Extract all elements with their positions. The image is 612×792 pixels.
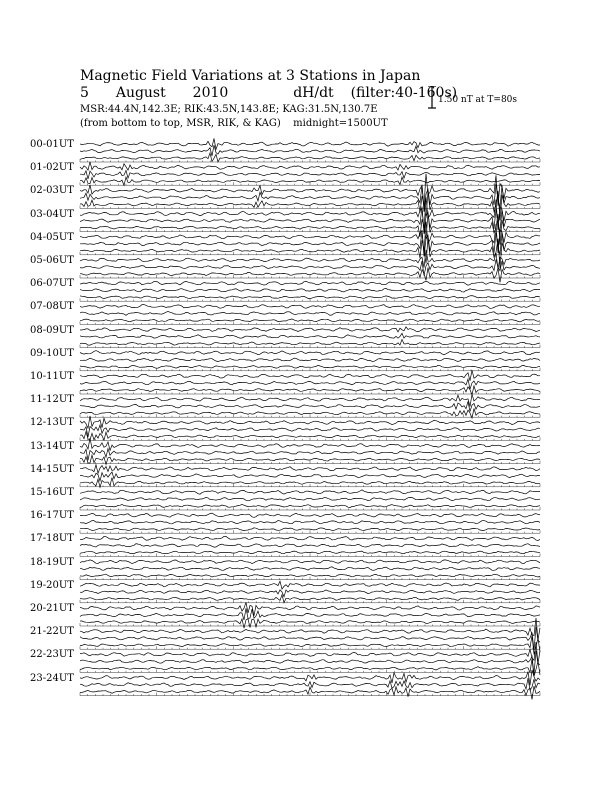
trace-MSR-22-23UT [80,659,540,677]
row-label: 19-20UT [30,579,74,591]
row-label: 02-03UT [30,185,74,197]
trace-MSR-08-09UT [80,339,540,345]
trace-RIK-10-11UT [80,379,540,389]
hour-row-20-21UT [80,602,540,628]
trace-KAG-08-09UT [80,327,540,332]
trace-RIK-16-17UT [80,521,540,524]
trace-RIK-23-24UT [80,678,540,690]
hour-row-23-24UT [80,670,540,700]
trace-MSR-18-19UT [80,574,540,577]
row-label: 05-06UT [30,255,74,266]
row-label: 01-02UT [30,162,74,174]
hour-row-00-01UT [80,139,540,163]
row-label: 13-14UT [30,440,74,452]
trace-RIK-08-09UT [80,333,540,338]
trace-KAG-16-17UT [80,513,540,517]
hour-row-16-17UT [80,513,540,533]
row-label: 23-24UT [30,672,74,684]
trace-KAG-03-04UT [80,197,540,230]
chart-title: Magnetic Field Variations at 3 Stations in Japan [80,68,421,84]
row-label: 09-10UT [30,347,74,359]
trace-KAG-10-11UT [80,370,540,381]
row-label: 00-01UT [30,139,74,150]
trace-RIK-20-21UT [80,608,540,620]
row-label: 10-11UT [30,371,74,382]
trace-RIK-06-07UT [80,288,540,292]
hour-row-13-14UT [80,438,540,464]
trace-RIK-01-02UT [80,170,540,179]
hour-row-07-08UT [80,305,540,325]
midnight-note: midnight=1500UT [293,118,388,129]
trace-MSR-06-07UT [80,296,540,299]
stations-line: MSR:44.4N,142.3E; RIK:43.5N,143.8E; KAG:31.5N,130.7E [80,104,378,115]
row-label: 07-08UT [30,301,74,313]
hour-row-18-19UT [80,560,540,580]
trace-RIK-12-13UT [80,425,540,437]
hour-row-11-12UT [80,394,540,418]
row-label: 15-16UT [30,487,74,498]
trace-MSR-16-17UT [80,528,540,531]
trace-KAG-17-18UT [80,536,540,540]
row-label: 03-04UT [30,208,74,220]
trace-RIK-17-18UT [80,544,540,548]
scale-label: 1.50 nT at T=80s [438,95,518,105]
hour-row-06-07UT [80,281,540,301]
row-label: 12-13UT [30,417,74,429]
hour-row-17-18UT [80,536,540,556]
trace-RIK-18-19UT [80,567,540,571]
row-label: 16-17UT [30,510,74,522]
hour-row-19-20UT [80,581,540,603]
trace-RIK-14-15UT [80,472,540,481]
hour-row-12-13UT [80,416,540,440]
trace-KAG-11-12UT [80,394,540,406]
row-label: 20-21UT [30,603,74,614]
filter-label: (filter:40-160s) [350,85,458,101]
row-label: 18-19UT [30,556,74,568]
hour-row-15-16UT [80,490,540,510]
row-label: 04-05UT [30,231,74,243]
hour-row-14-15UT [80,465,540,488]
trace-KAG-09-10UT [80,351,540,355]
trace-RIK-13-14UT [80,449,540,461]
trace-KAG-06-07UT [80,281,540,285]
trace-KAG-14-15UT [80,465,540,474]
trace-RIK-15-16UT [80,497,540,500]
trace-KAG-15-16UT [80,490,540,494]
quantity-label: dH/dt [293,85,334,101]
trace-RIK-09-10UT [80,358,540,361]
hour-row-08-09UT [80,327,540,348]
trace-KAG-12-13UT [80,416,540,428]
hour-row-01-02UT [80,162,540,186]
trace-KAG-00-01UT [80,139,540,150]
row-label: 06-07UT [30,278,74,290]
trace-MSR-17-18UT [80,551,540,554]
hour-row-10-11UT [80,370,540,395]
date-month: August [115,85,166,101]
row-label: 22-23UT [30,649,74,661]
order-note-text: (from bottom to top, MSR, RIK, & KAG) [80,118,281,129]
trace-KAG-07-08UT [80,305,540,309]
trace-KAG-04-05UT [80,222,540,253]
trace-KAG-02-03UT [80,174,540,207]
trace-KAG-01-02UT [80,162,540,170]
hour-row-09-10UT [80,351,540,371]
row-label: 21-22UT [30,626,74,638]
trace-KAG-18-19UT [80,560,540,564]
trace-RIK-11-12UT [80,402,540,412]
date-day: 5 [80,85,89,101]
row-label: 17-18UT [30,533,74,545]
trace-RIK-19-20UT [80,590,540,597]
trace-KAG-19-20UT [80,581,540,589]
row-label: 14-15UT [30,463,74,475]
trace-RIK-00-01UT [80,145,540,156]
trace-MSR-05-06UT [80,268,540,283]
row-label: 11-12UT [30,394,74,406]
trace-RIK-07-08UT [80,312,540,316]
date-year: 2010 [192,85,229,101]
row-label: 08-09UT [30,324,74,336]
